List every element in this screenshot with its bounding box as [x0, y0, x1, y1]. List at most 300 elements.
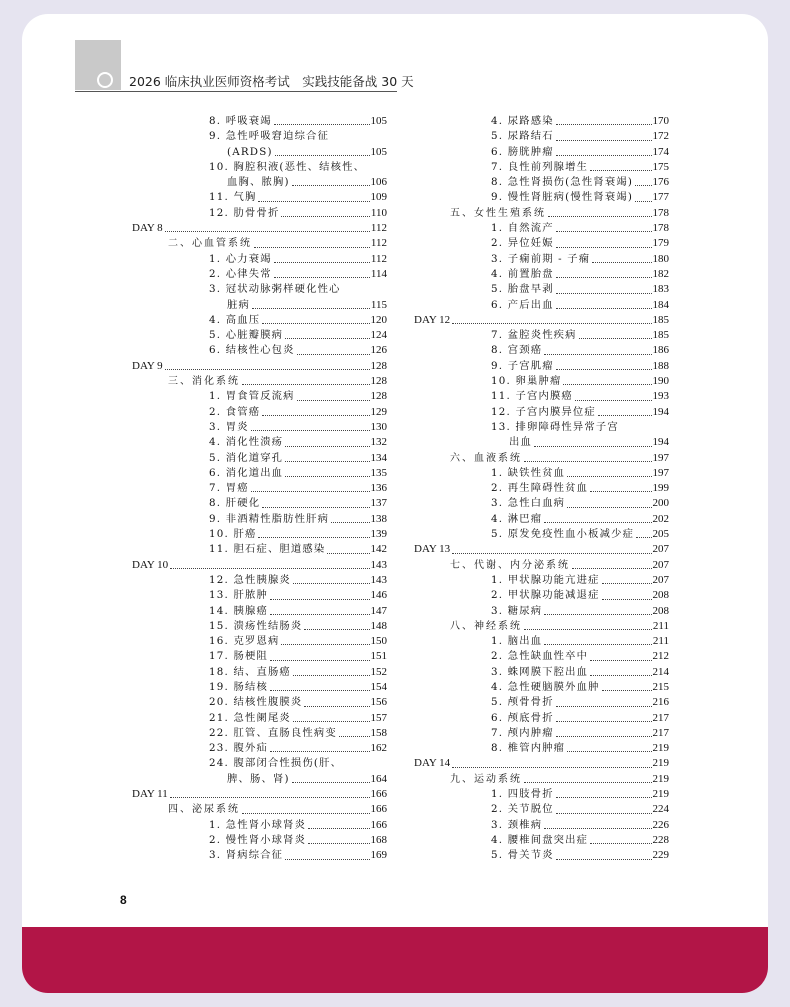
toc-entry-page-number: 134: [370, 451, 387, 464]
dot-leader: [254, 236, 370, 247]
toc-entry-day: [132, 558, 387, 573]
toc-entry-title: 13. 排卵障碍性异常子宫: [491, 420, 619, 433]
toc-entry-item: [414, 711, 669, 726]
toc-entry-title: 9. 子宫肌瘤: [491, 359, 554, 372]
toc-entry-title: 5. 心脏瓣膜病: [209, 329, 284, 342]
toc-entry-title: 4. 淋巴瘤: [491, 512, 543, 525]
toc-entry-page-number: 120: [370, 313, 387, 326]
dot-leader: [524, 451, 652, 462]
dot-leader: [556, 298, 652, 309]
toc-entry-page-number: 112: [370, 222, 387, 235]
toc-entry-page-number: 128: [370, 390, 387, 403]
dot-leader: [534, 435, 652, 446]
dot-leader: [602, 680, 652, 691]
toc-entry-title: 6. 消化道出血: [209, 466, 284, 479]
dot-leader: [285, 848, 369, 859]
toc-entry-item: [132, 114, 387, 129]
toc-entry-page-number: 115: [370, 298, 387, 311]
toc-entry-title: 9. 非酒精性脂肪性肝病: [209, 512, 330, 525]
toc-entry-item: [132, 420, 387, 435]
dot-leader: [563, 374, 651, 385]
dot-leader: [575, 389, 652, 400]
dot-leader: [308, 818, 369, 829]
toc-entry-cont: [132, 175, 387, 190]
toc-entry-title: 9. 慢性肾脏病(慢性肾衰竭): [491, 191, 634, 204]
dot-leader: [556, 848, 652, 859]
toc-entry-item: [414, 833, 669, 848]
toc-entry-day: [132, 787, 387, 802]
toc-entry-title: 3. 子痫前期 - 子痫: [491, 252, 591, 265]
dot-leader: [304, 619, 369, 630]
toc-entry-item: [132, 466, 387, 481]
toc-entry-page-number: 180: [652, 252, 669, 265]
dot-leader: [274, 252, 370, 263]
toc-entry-item: [414, 114, 669, 129]
toc-entry-page-number: 168: [370, 833, 387, 846]
toc-entry-title: 7. 胃癌: [209, 482, 249, 495]
toc-entry-title: 4. 腰椎间盘突出症: [491, 833, 589, 846]
toc-entry-page-number: 147: [370, 604, 387, 617]
dot-leader: [251, 420, 370, 431]
toc-entry-item: [132, 282, 387, 297]
toc-entry-sec: [414, 206, 669, 221]
toc-entry-page-number: 226: [652, 818, 669, 831]
dot-leader: [590, 665, 651, 676]
toc-entry-page-number: 208: [652, 604, 669, 617]
toc-entry-title: 六、血液系统: [450, 452, 522, 464]
toc-entry-title: 6. 颅底骨折: [491, 711, 554, 724]
toc-entry-title: 4. 前置胎盘: [491, 267, 554, 280]
toc-entry-item: [132, 741, 387, 756]
toc-entry-title: 1. 心力衰竭: [209, 252, 272, 265]
toc-entry-page-number: 154: [370, 680, 387, 693]
dot-leader: [304, 695, 369, 706]
toc-entry-page-number: 228: [652, 833, 669, 846]
toc-entry-title: 5. 胎盘早剥: [491, 283, 554, 296]
dot-leader: [556, 129, 652, 140]
toc-entry-page-number: 166: [370, 818, 387, 831]
toc-entry-title: 5. 消化道穿孔: [209, 451, 284, 464]
dot-leader: [270, 588, 370, 599]
toc-entry-title: 12. 肋骨骨折: [209, 206, 280, 219]
toc-entry-item: [132, 665, 387, 680]
toc-entry-item: [414, 175, 669, 190]
toc-entry-title: 13. 肝脓肿: [209, 589, 268, 602]
toc-entry-item: [132, 252, 387, 267]
dot-leader: [548, 206, 652, 217]
toc-entry-page-number: 185: [652, 329, 669, 342]
toc-entry-item: [132, 711, 387, 726]
toc-entry-page-number: 166: [370, 803, 387, 816]
toc-entry-title: 五、女性生殖系统: [450, 207, 546, 219]
dot-leader: [567, 741, 651, 752]
dot-leader: [524, 619, 652, 630]
toc-entry-day: [132, 221, 387, 236]
toc-entry-day: [414, 313, 669, 328]
dot-leader: [170, 558, 369, 569]
toc-entry-page-number: 105: [370, 145, 387, 158]
toc-entry-title: 5. 颅骨骨折: [491, 696, 554, 709]
toc-entry-page-number: 194: [652, 436, 669, 449]
dot-leader: [635, 175, 651, 186]
dot-leader: [270, 604, 370, 615]
dot-leader: [567, 466, 651, 477]
toc-entry-page-number: 112: [370, 252, 387, 265]
toc-entry-title: 3. 肾病综合征: [209, 849, 284, 862]
toc-entry-page-number: 128: [370, 359, 387, 372]
toc-entry-title: 2. 异位妊娠: [491, 237, 554, 250]
toc-entry-item: [414, 343, 669, 358]
toc-entry-title: 脾、肠、肾): [227, 772, 290, 785]
toc-entry-page-number: 207: [652, 543, 669, 556]
toc-entry-page-number: 216: [652, 696, 669, 709]
toc-entry-title: 4. 急性硬脑膜外血肿: [491, 680, 600, 693]
toc-entry-title: 5. 尿路结石: [491, 130, 554, 143]
toc-entry-item: [132, 389, 387, 404]
toc-entry-page-number: 184: [652, 298, 669, 311]
dot-leader: [636, 527, 651, 538]
toc-entry-title: 8. 椎管内肿瘤: [491, 742, 566, 755]
toc-entry-page-number: 211: [652, 619, 669, 632]
toc-entry-item: [414, 466, 669, 481]
toc-entry-page-number: 132: [370, 436, 387, 449]
toc-entry-title: 5. 骨关节炎: [491, 849, 554, 862]
dot-leader: [556, 145, 652, 156]
toc-entry-page-number: 152: [370, 665, 387, 678]
toc-entry-cont: [132, 145, 387, 160]
toc-entry-page-number: 219: [652, 788, 669, 801]
toc-entry-title: 10. 胸腔积液(恶性、结核性、: [209, 160, 366, 173]
dot-leader: [598, 405, 652, 416]
toc-entry-item: [414, 680, 669, 695]
toc-entry-item: [414, 573, 669, 588]
toc-entry-title: 11. 气胸: [209, 191, 257, 204]
toc-entry-title: (ARDS): [227, 145, 273, 158]
dot-leader: [297, 343, 370, 354]
toc-entry-item: [132, 833, 387, 848]
dot-leader: [544, 604, 651, 615]
dot-leader: [331, 512, 369, 523]
toc-entry-title: 11. 子宫内膜癌: [491, 390, 573, 403]
toc-entry-item: [414, 405, 669, 420]
toc-entry-title: 12. 子宫内膜异位症: [491, 405, 596, 418]
toc-entry-title: 1. 缺铁性贫血: [491, 466, 566, 479]
toc-entry-page-number: 162: [370, 742, 387, 755]
toc-entry-page-number: 106: [370, 176, 387, 189]
toc-entry-title: DAY 9: [132, 359, 163, 372]
toc-entry-title: DAY 12: [414, 313, 451, 326]
dot-leader: [602, 573, 652, 584]
dot-leader: [602, 588, 652, 599]
dot-leader: [165, 221, 370, 232]
dot-leader: [556, 726, 652, 737]
dot-leader: [556, 787, 652, 798]
toc-entry-title: 3. 胃炎: [209, 420, 249, 433]
toc-entry-title: DAY 14: [414, 757, 451, 770]
toc-entry-page-number: 157: [370, 711, 387, 724]
dot-leader: [262, 313, 369, 324]
toc-entry-page-number: 197: [652, 451, 669, 464]
toc-entry-page-number: 148: [370, 619, 387, 632]
toc-entry-page-number: 114: [370, 267, 387, 280]
dot-leader: [262, 405, 369, 416]
dot-leader: [270, 680, 370, 691]
toc-entry-item: [132, 573, 387, 588]
dot-leader: [556, 711, 652, 722]
dot-leader: [556, 802, 652, 813]
toc-entry-page-number: 229: [652, 849, 669, 862]
toc-entry-page-number: 126: [370, 344, 387, 357]
toc-entry-page-number: 128: [370, 375, 387, 388]
toc-entry-item: [132, 588, 387, 603]
toc-entry-item: [132, 405, 387, 420]
toc-entry-day: [414, 542, 669, 557]
toc-entry-title: DAY 10: [132, 558, 169, 571]
toc-entry-page-number: 138: [370, 512, 387, 525]
toc-entry-title: 7. 良性前列腺增生: [491, 160, 589, 173]
toc-entry-page-number: 183: [652, 283, 669, 296]
dot-leader: [242, 374, 370, 385]
toc-entry-sec: [414, 772, 669, 787]
toc-entry-title: 2. 慢性肾小球肾炎: [209, 833, 307, 846]
toc-entry-item: [414, 665, 669, 680]
toc-entry-item: [414, 741, 669, 756]
toc-entry-title: DAY 13: [414, 543, 451, 556]
toc-entry-item: [414, 818, 669, 833]
toc-entry-title: 6. 结核性心包炎: [209, 344, 295, 357]
dot-leader: [270, 741, 370, 752]
toc-entry-page-number: 110: [370, 206, 387, 219]
toc-entry-item: [132, 267, 387, 282]
dot-leader: [242, 802, 370, 813]
toc-entry-title: 3. 蛛网膜下腔出血: [491, 665, 589, 678]
toc-entry-page-number: 169: [370, 849, 387, 862]
toc-entry-item: [132, 481, 387, 496]
toc-entry-item: [132, 129, 387, 144]
dot-leader: [258, 527, 369, 538]
toc-entry-page-number: 199: [652, 482, 669, 495]
toc-entry-title: 17. 肠梗阻: [209, 650, 268, 663]
toc-entry-item: [132, 634, 387, 649]
toc-entry-title: 6. 产后出血: [491, 298, 554, 311]
dot-leader: [590, 481, 651, 492]
toc-entry-sec: [414, 619, 669, 634]
toc-entry-item: [132, 496, 387, 511]
toc-entry-title: 8. 呼吸衰竭: [209, 115, 272, 127]
dot-leader: [274, 114, 370, 125]
toc-entry-page-number: 186: [652, 344, 669, 357]
toc-entry-item: [132, 818, 387, 833]
toc-entry-page-number: 212: [652, 650, 669, 663]
toc-entry-item: [414, 160, 669, 175]
toc-entry-page-number: 175: [652, 160, 669, 173]
toc-entry-page-number: 197: [652, 466, 669, 479]
toc-entry-page-number: 179: [652, 237, 669, 250]
page-number: 8: [120, 893, 127, 907]
toc-entry-page-number: 150: [370, 635, 387, 648]
toc-entry-page-number: 217: [652, 711, 669, 724]
toc-entry-page-number: 202: [652, 512, 669, 525]
toc-entry-title: 1. 甲状腺功能亢进症: [491, 573, 600, 586]
toc-entry-item: [414, 129, 669, 144]
toc-entry-day: [414, 756, 669, 771]
dot-leader: [556, 236, 652, 247]
toc-entry-page-number: 130: [370, 420, 387, 433]
toc-column-left: [132, 114, 387, 864]
toc-entry-page-number: 136: [370, 482, 387, 495]
dot-leader: [251, 481, 370, 492]
toc-entry-title: 8. 急性肾损伤(急性肾衰竭): [491, 176, 634, 189]
dot-leader: [281, 634, 369, 645]
toc-entry-sec: [414, 451, 669, 466]
dot-leader: [524, 772, 652, 783]
toc-entry-title: 八、神经系统: [450, 620, 522, 632]
toc-entry-item: [132, 726, 387, 741]
toc-entry-page-number: 178: [652, 222, 669, 235]
toc-entry-item: [132, 512, 387, 527]
dot-leader: [262, 496, 369, 507]
dot-leader: [544, 512, 651, 523]
toc-entry-title: 3. 急性白血病: [491, 497, 566, 510]
page-card: [22, 14, 768, 993]
dot-leader: [635, 190, 651, 201]
toc-entry-item: [414, 389, 669, 404]
toc-entry-cont: [414, 435, 669, 450]
toc-entry-day: [132, 359, 387, 374]
toc-entry-item: [132, 451, 387, 466]
toc-entry-title: 21. 急性阑尾炎: [209, 711, 291, 724]
toc-entry-title: 12. 急性胰腺炎: [209, 573, 291, 586]
toc-entry-item: [414, 726, 669, 741]
dot-leader: [592, 252, 651, 263]
dot-leader: [292, 772, 370, 783]
toc-entry-item: [414, 848, 669, 863]
dot-leader: [293, 711, 370, 722]
toc-entry-item: [414, 328, 669, 343]
dot-leader: [292, 175, 370, 186]
toc-entry-title: 1. 急性肾小球肾炎: [209, 818, 307, 831]
toc-entry-item: [414, 787, 669, 802]
dot-leader: [327, 542, 369, 553]
toc-entry-page-number: 182: [652, 267, 669, 280]
dot-leader: [308, 833, 369, 844]
toc-entry-item: [414, 374, 669, 389]
toc-entry-title: 11. 胆石症、胆道感染: [209, 543, 326, 556]
dot-leader: [579, 328, 652, 339]
toc-entry-page-number: 207: [652, 573, 669, 586]
toc-entry-item: [132, 206, 387, 221]
dot-leader: [285, 451, 369, 462]
toc-entry-sec: [132, 802, 387, 817]
header-rule: [75, 91, 397, 92]
toc-entry-page-number: 164: [370, 772, 387, 785]
dot-leader: [165, 359, 370, 370]
toc-entry-item: [132, 160, 387, 175]
toc-entry-title: 血胸、脓胸): [227, 176, 290, 189]
toc-entry-title: 22. 肛管、直肠良性病变: [209, 726, 337, 739]
toc-entry-item: [132, 848, 387, 863]
toc-entry-page-number: 137: [370, 497, 387, 510]
toc-entry-page-number: 174: [652, 145, 669, 158]
toc-entry-item: [132, 756, 387, 771]
toc-entry-page-number: 124: [370, 329, 387, 342]
toc-entry-item: [132, 649, 387, 664]
toc-entry-title: 19. 肠结核: [209, 680, 268, 693]
toc-entry-title: 脏病: [227, 298, 250, 311]
dot-leader: [293, 573, 370, 584]
dot-leader: [170, 787, 370, 798]
toc-entry-title: 二、心血管系统: [168, 238, 252, 250]
toc-entry-title: 1. 脑出血: [491, 635, 543, 648]
toc-entry-title: 2. 甲状腺功能减退症: [491, 589, 600, 602]
toc-entry-page-number: 200: [652, 497, 669, 510]
dot-leader: [590, 160, 651, 171]
toc-entry-item: [414, 252, 669, 267]
toc-entry-title: 三、消化系统: [168, 376, 240, 388]
toc-entry-title: 24. 腹部闭合性损伤(肝、: [209, 757, 343, 770]
toc-entry-item: [414, 496, 669, 511]
dot-leader: [556, 114, 652, 125]
toc-entry-title: 1. 自然流产: [491, 222, 554, 235]
toc-entry-page-number: 176: [652, 176, 669, 189]
dot-leader: [544, 343, 651, 354]
toc-entry-page-number: 143: [370, 558, 387, 571]
dot-leader: [452, 542, 651, 553]
dot-leader: [285, 466, 369, 477]
dot-leader: [556, 267, 652, 278]
dot-leader: [285, 328, 369, 339]
toc-entry-item: [132, 313, 387, 328]
toc-entry-page-number: 193: [652, 390, 669, 403]
toc-entry-page-number: 211: [652, 635, 669, 648]
dot-leader: [275, 145, 370, 156]
toc-entry-page-number: 109: [370, 191, 387, 204]
toc-entry-title: 23. 腹外疝: [209, 742, 268, 755]
publisher-logo-icon: [97, 72, 113, 88]
toc-entry-sec: [132, 236, 387, 251]
toc-entry-item: [132, 190, 387, 205]
toc-entry-title: 出血: [509, 436, 532, 449]
toc-entry-page-number: 185: [652, 313, 669, 326]
toc-entry-title: 四、泌尿系统: [168, 804, 240, 816]
toc-entry-item: [414, 481, 669, 496]
toc-entry-title: 20. 结核性腹膜炎: [209, 696, 303, 709]
toc-entry-title: 七、代谢、内分泌系统: [450, 559, 570, 571]
toc-entry-page-number: 217: [652, 726, 669, 739]
toc-entry-page-number: 219: [652, 772, 669, 785]
toc-entry-item: [414, 512, 669, 527]
dot-leader: [556, 221, 652, 232]
dot-leader: [258, 190, 369, 201]
toc-entry-page-number: 143: [370, 573, 387, 586]
toc-entry-title: 2. 关节脱位: [491, 803, 554, 816]
toc-entry-title: 1. 四肢骨折: [491, 788, 554, 801]
toc-entry-page-number: 146: [370, 589, 387, 602]
toc-entry-title: 14. 胰腺癌: [209, 604, 268, 617]
running-header-title: 2026 临床执业医师资格考试 实践技能备战 30 天: [129, 74, 414, 89]
toc-entry-title: 7. 颅内肿瘤: [491, 726, 554, 739]
toc-entry-title: 3. 颈椎病: [491, 818, 543, 831]
toc-entry-title: 8. 宫颈癌: [491, 344, 543, 357]
toc-entry-title: 4. 尿路感染: [491, 115, 554, 127]
toc-entry-title: 6. 膀胱肿瘤: [491, 145, 554, 158]
dot-leader: [544, 634, 652, 645]
toc-entry-page-number: 129: [370, 405, 387, 418]
toc-entry-title: 16. 克罗恩病: [209, 635, 280, 648]
toc-entry-page-number: 219: [652, 757, 669, 770]
dot-leader: [252, 298, 370, 309]
dot-leader: [556, 359, 652, 370]
